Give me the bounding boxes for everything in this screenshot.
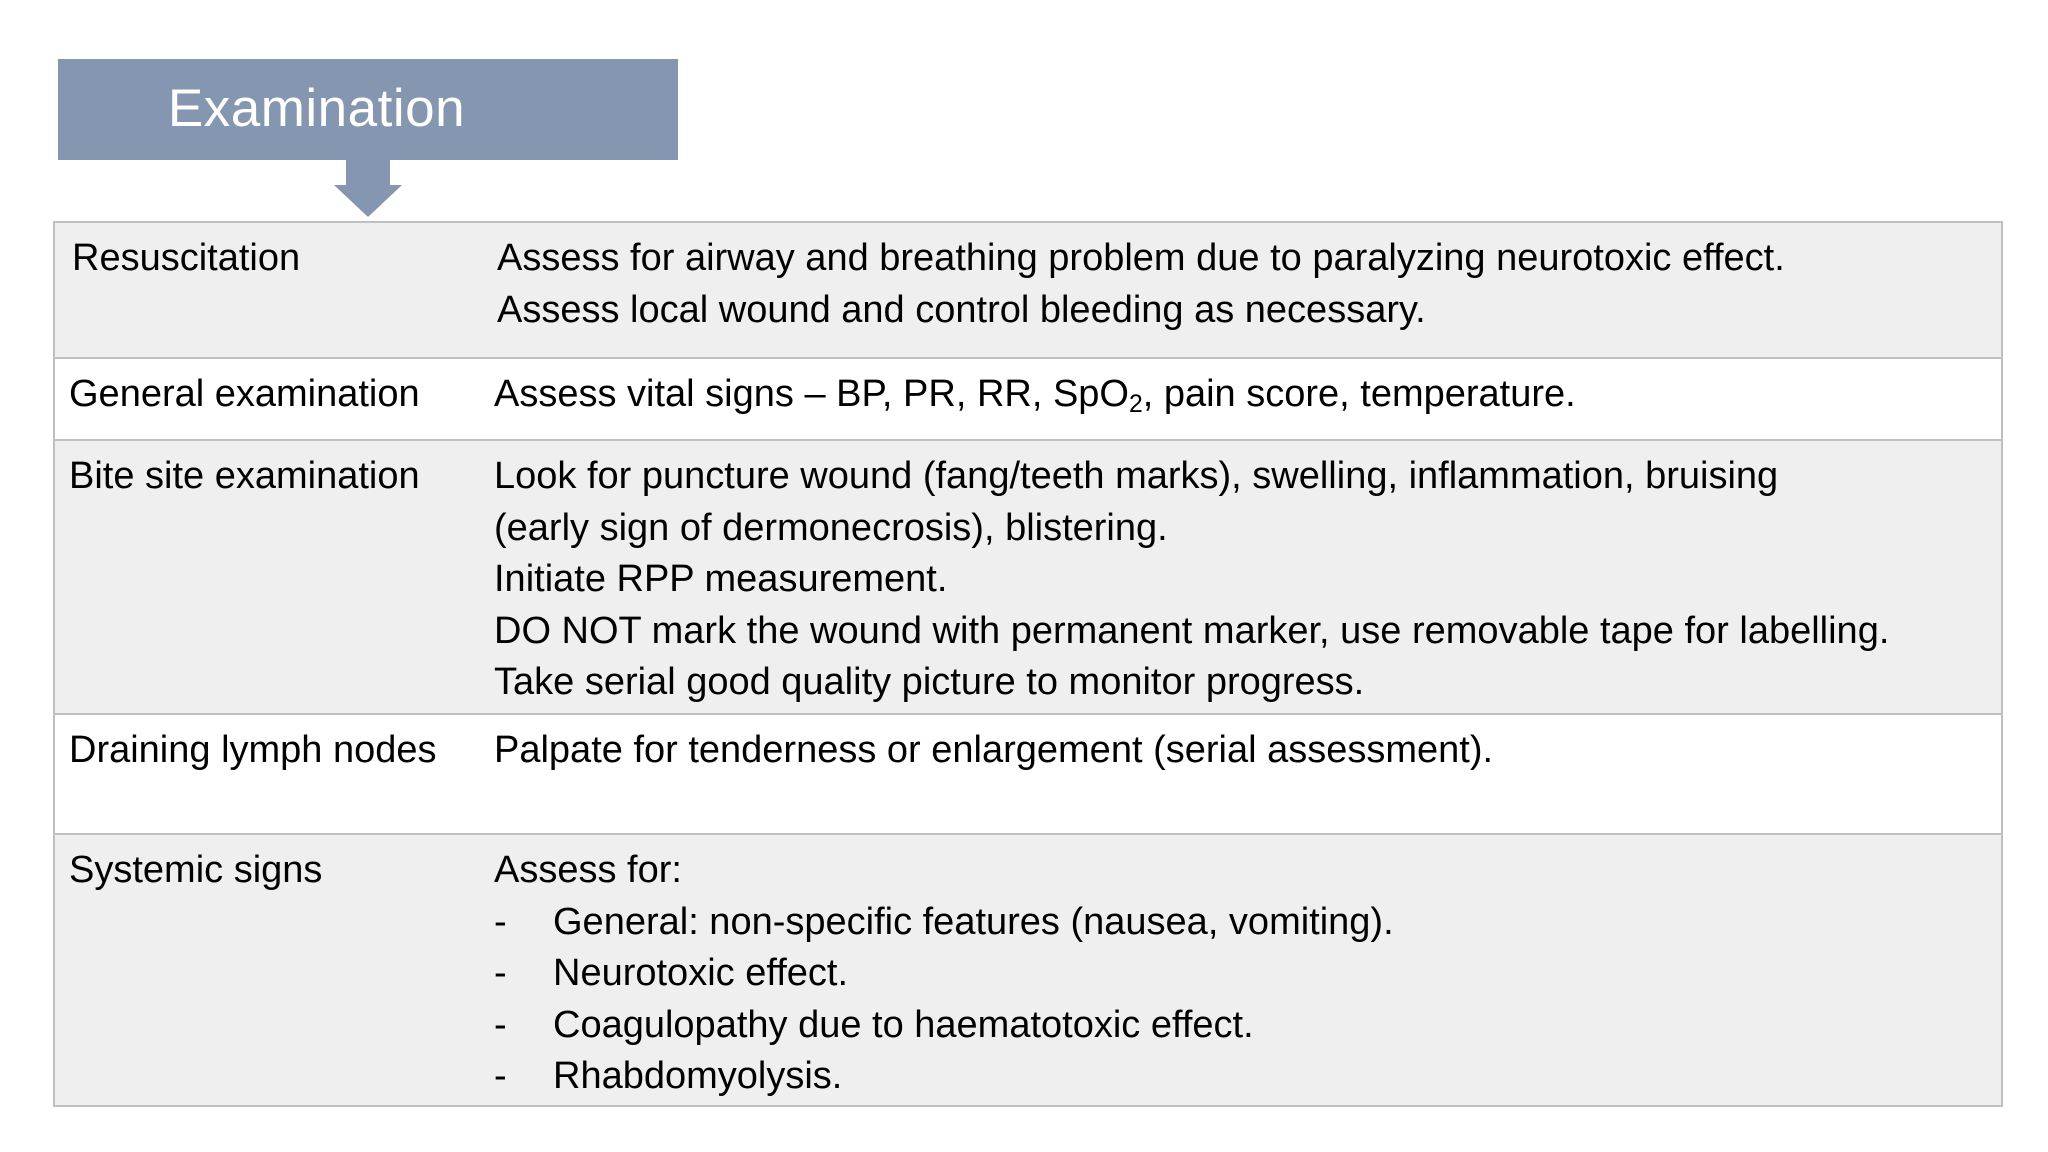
list-item bbox=[494, 948, 1394, 1000]
table-row-bite-site bbox=[55, 439, 2001, 713]
row-label: Bite site examination bbox=[69, 455, 420, 497]
list-item bbox=[494, 1051, 1394, 1103]
row-content bbox=[494, 451, 1889, 709]
content-line: Assess local wound and control bleeding as necessary. bbox=[497, 288, 1426, 331]
content-intro: Assess for: bbox=[494, 849, 682, 891]
list-item bbox=[494, 1000, 1394, 1052]
row-content bbox=[497, 233, 1785, 336]
row-label: Draining lymph nodes bbox=[69, 729, 437, 771]
section-title: Examination bbox=[167, 79, 466, 138]
content-line: Initiate RPP measurement. bbox=[494, 558, 948, 600]
list-item-text: Rhabdomyolysis. bbox=[553, 1055, 843, 1097]
content-line: Palpate for tenderness or enlargement (serial assessment). bbox=[494, 729, 1494, 771]
row-content bbox=[494, 845, 1394, 1103]
section-header bbox=[58, 59, 678, 160]
row-label: Resuscitation bbox=[72, 237, 301, 279]
table-row-general-examination bbox=[55, 357, 2001, 439]
row-content bbox=[494, 369, 1576, 421]
bullet-dash: - bbox=[494, 900, 507, 943]
bullet-dash: - bbox=[494, 952, 507, 994]
content-line: (early sign of dermonecrosis), blistering. bbox=[494, 506, 1168, 549]
row-label: General examination bbox=[69, 373, 420, 415]
content-line: Assess for airway and breathing problem due to paralyzing neurotoxic effect. bbox=[497, 237, 1785, 279]
bullet-dash: - bbox=[494, 1055, 507, 1097]
content-line: Take serial good quality picture to monitor progress. bbox=[494, 661, 1365, 703]
table-row-lymph-nodes bbox=[55, 713, 2001, 833]
content-line: Assess vital signs – BP, PR, RR, SpO bbox=[494, 373, 1129, 415]
down-arrow-icon bbox=[334, 159, 402, 217]
content-line: , pain score, temperature. bbox=[1142, 373, 1576, 415]
row-content bbox=[494, 725, 1493, 777]
table-row-resuscitation bbox=[55, 223, 2001, 357]
bullet-dash: - bbox=[494, 1003, 507, 1046]
subscript: 2 bbox=[1128, 391, 1143, 419]
list-item-text: Coagulopathy due to haematotoxic effect. bbox=[553, 1003, 1254, 1046]
content-line: DO NOT mark the wound with permanent marker, use removable tape for labelling. bbox=[494, 609, 1890, 652]
list-item-text: Neurotoxic effect. bbox=[553, 952, 849, 994]
table-row-systemic-signs bbox=[55, 833, 2001, 1105]
list-item-text: General: non-specific features (nausea, vomiting). bbox=[553, 900, 1394, 943]
row-label: Systemic signs bbox=[69, 849, 323, 891]
examination-table bbox=[53, 221, 2003, 1107]
list-item bbox=[494, 897, 1394, 949]
content-line: Look for puncture wound (fang/teeth marks), swelling, inflammation, bruising bbox=[494, 455, 1779, 497]
